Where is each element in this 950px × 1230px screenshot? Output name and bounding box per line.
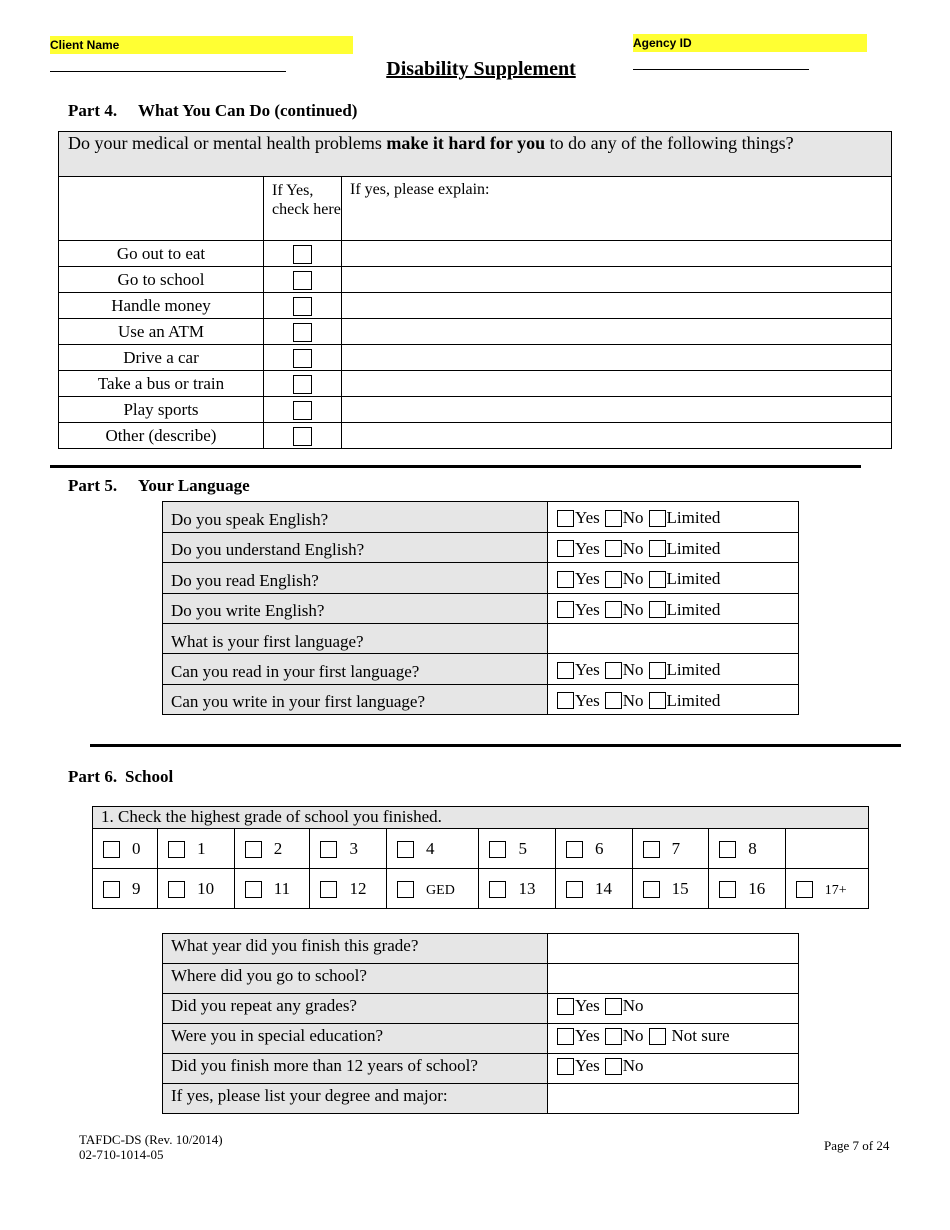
activity-label: Take a bus or train — [59, 371, 264, 397]
activity-label: Go out to eat — [59, 241, 264, 267]
explain-field[interactable] — [342, 319, 892, 345]
grade-checkbox[interactable] — [489, 841, 506, 858]
grade-label: 7 — [671, 838, 681, 858]
option-limited[interactable] — [649, 660, 721, 680]
part6-title: School — [125, 767, 174, 786]
grade-checkbox[interactable] — [796, 881, 813, 898]
grade-checkbox[interactable] — [643, 841, 660, 858]
option-yes[interactable] — [557, 660, 600, 680]
question-label: Where did you go to school? — [163, 964, 548, 994]
explain-col-header: If yes, please explain: — [342, 177, 892, 241]
option-yes[interactable] — [557, 569, 600, 589]
client-name-label: Client Name — [50, 38, 120, 52]
grade-cell[interactable] — [479, 869, 556, 909]
grade-cell[interactable] — [158, 869, 235, 909]
grade-label: 15 — [671, 878, 689, 898]
question-label: Did you repeat any grades? — [163, 994, 548, 1024]
question-label: Did you finish more than 12 years of school? — [163, 1054, 548, 1084]
option-label: Limited — [666, 538, 721, 558]
grade-cell[interactable] — [632, 869, 709, 909]
option-label: Yes — [575, 996, 600, 1015]
table-row — [163, 934, 799, 964]
option-no[interactable] — [605, 691, 644, 711]
option-yes[interactable] — [557, 539, 600, 559]
yes-checkbox[interactable] — [557, 510, 574, 527]
table-row — [59, 293, 892, 319]
yes-checkbox[interactable] — [557, 1028, 574, 1045]
limited-checkbox[interactable] — [649, 601, 666, 618]
option-yes[interactable] — [557, 1056, 600, 1076]
activity-checkbox[interactable] — [293, 323, 312, 342]
limited-checkbox[interactable] — [649, 540, 666, 557]
grade-checkbox[interactable] — [320, 881, 337, 898]
grade-cell[interactable] — [785, 869, 868, 909]
option-yes[interactable] — [557, 996, 600, 1016]
table-row — [59, 267, 892, 293]
table-row — [59, 423, 892, 449]
part4-question-post: to do any of the following things? — [545, 133, 794, 153]
grade-cell[interactable] — [387, 829, 479, 869]
grade-row — [93, 829, 869, 869]
part4-question-pre: Do your medical or mental health problems — [68, 133, 387, 153]
grade-cell[interactable] — [556, 829, 633, 869]
question-label: Can you write in your first language? — [163, 684, 548, 715]
table-row — [163, 593, 799, 624]
explain-field[interactable] — [342, 371, 892, 397]
activity-label: Go to school — [59, 267, 264, 293]
option-limited[interactable] — [649, 539, 721, 559]
limited-checkbox[interactable] — [649, 692, 666, 709]
option-label: Limited — [666, 690, 721, 710]
grade-checkbox[interactable] — [245, 841, 262, 858]
option-not-sure[interactable] — [649, 1026, 730, 1046]
part5-number: Part 5. — [68, 476, 118, 495]
grade-label: 11 — [273, 878, 291, 898]
explain-field[interactable] — [342, 345, 892, 371]
grade-checkbox[interactable] — [643, 881, 660, 898]
table-row — [163, 1024, 799, 1054]
option-label: No — [622, 1056, 644, 1075]
option-yes[interactable] — [557, 600, 600, 620]
grade-cell[interactable] — [709, 829, 786, 869]
table-row — [163, 532, 799, 563]
client-name-field[interactable] — [50, 36, 353, 54]
grade-checkbox[interactable] — [397, 881, 414, 898]
option-label: Yes — [575, 690, 600, 710]
yes-checkbox[interactable] — [557, 601, 574, 618]
part4-question — [59, 132, 892, 177]
table-row — [59, 319, 892, 345]
no-checkbox[interactable] — [605, 1028, 622, 1045]
limited-checkbox[interactable] — [649, 571, 666, 588]
option-limited[interactable] — [649, 691, 721, 711]
answer-cell[interactable] — [548, 624, 799, 654]
option-label: No — [622, 569, 644, 588]
check-cell — [264, 345, 342, 371]
option-no[interactable] — [605, 539, 644, 559]
grade-checkbox[interactable] — [168, 841, 185, 858]
check-cell — [264, 241, 342, 267]
grade-checkbox[interactable] — [320, 841, 337, 858]
check-cell — [264, 423, 342, 449]
option-label: No — [622, 996, 644, 1015]
grade-cell[interactable] — [387, 869, 479, 909]
option-label: No — [622, 508, 644, 527]
grade-label: 14 — [595, 878, 613, 898]
explain-field[interactable] — [342, 293, 892, 319]
grade-cell[interactable] — [310, 829, 387, 869]
question-label: Do you write English? — [163, 593, 548, 624]
grade-checkbox[interactable] — [103, 841, 120, 858]
limited-checkbox[interactable] — [649, 510, 666, 527]
check-cell — [264, 319, 342, 345]
school-table — [162, 933, 799, 1114]
check-cell — [264, 267, 342, 293]
grade-label: 9 — [132, 878, 141, 898]
grade-cell[interactable] — [632, 829, 709, 869]
table-row — [163, 654, 799, 685]
activity-checkbox[interactable] — [293, 375, 312, 394]
grade-label: 10 — [197, 878, 215, 898]
answer-cell — [548, 1054, 799, 1084]
page-number: Page 7 of 24 — [824, 1138, 890, 1153]
option-label: Yes — [575, 1056, 600, 1075]
activity-label: Handle money — [59, 293, 264, 319]
table-row — [163, 624, 799, 654]
part5-title: Your Language — [138, 476, 250, 495]
no-checkbox[interactable] — [605, 1058, 622, 1075]
check-cell — [264, 371, 342, 397]
option-limited[interactable] — [649, 569, 721, 589]
no-checkbox[interactable] — [605, 601, 622, 618]
grade-label: 13 — [518, 878, 536, 898]
table-row — [163, 964, 799, 994]
question-label: Do you speak English? — [163, 502, 548, 533]
page-title: Disability Supplement — [386, 58, 576, 80]
grade-prompt: 1. Check the highest grade of school you finished. — [93, 807, 869, 829]
divider — [90, 744, 901, 747]
no-checkbox[interactable] — [605, 510, 622, 527]
grade-checkbox[interactable] — [245, 881, 262, 898]
option-yes[interactable] — [557, 508, 600, 528]
explain-field[interactable] — [342, 241, 892, 267]
answer-cell — [548, 1024, 799, 1054]
option-label: Yes — [575, 508, 600, 527]
answer-cell — [548, 684, 799, 715]
answer-cell — [548, 563, 799, 594]
option-label: Yes — [575, 599, 600, 619]
footer-left — [79, 1132, 223, 1162]
activity-checkbox[interactable] — [293, 427, 312, 446]
check-cell — [264, 293, 342, 319]
part4-table — [58, 131, 892, 449]
table-row — [163, 994, 799, 1024]
option-label: Yes — [575, 538, 600, 558]
part5-table — [162, 501, 799, 715]
grade-cell[interactable] — [479, 829, 556, 869]
part6-heading — [68, 767, 173, 787]
option-label: Not sure — [671, 1026, 730, 1045]
activity-checkbox[interactable] — [293, 245, 312, 264]
grade-checkbox[interactable] — [168, 881, 185, 898]
question-label: Do you understand English? — [163, 532, 548, 563]
activity-checkbox[interactable] — [293, 297, 312, 316]
no-checkbox[interactable] — [605, 662, 622, 679]
grade-checkbox[interactable] — [566, 841, 583, 858]
part4-heading — [68, 101, 357, 121]
yes-checkbox[interactable] — [557, 540, 574, 557]
grade-checkbox[interactable] — [719, 841, 736, 858]
agency-id-label: Agency ID — [633, 36, 692, 50]
activity-label: Use an ATM — [59, 319, 264, 345]
option-label: Yes — [575, 660, 600, 679]
grade-label: 6 — [595, 838, 604, 858]
option-no[interactable] — [605, 508, 644, 528]
grade-checkbox[interactable] — [566, 881, 583, 898]
option-label: Limited — [666, 660, 721, 679]
no-checkbox[interactable] — [605, 540, 622, 557]
grade-cell[interactable] — [93, 829, 158, 869]
explain-field[interactable] — [342, 423, 892, 449]
option-label: Limited — [666, 569, 721, 588]
grade-label: 12 — [349, 878, 367, 898]
grade-label: 4 — [426, 838, 435, 858]
form-number: 02-710-1014-05 — [79, 1147, 164, 1162]
option-no[interactable] — [605, 1056, 644, 1076]
table-row — [163, 1054, 799, 1084]
option-no[interactable] — [605, 996, 644, 1016]
question-label: What is your first language? — [163, 624, 548, 654]
option-label: No — [622, 538, 644, 558]
grade-label: 16 — [748, 878, 766, 898]
grade-row — [93, 869, 869, 909]
no-checkbox[interactable] — [605, 998, 622, 1015]
question-label: If yes, please list your degree and major: — [163, 1084, 548, 1114]
grade-label: 3 — [349, 838, 358, 858]
grade-cell[interactable] — [310, 869, 387, 909]
question-label: Can you read in your first language? — [163, 654, 548, 685]
grade-label: GED — [426, 882, 455, 898]
explain-field[interactable] — [342, 267, 892, 293]
grade-checkbox[interactable] — [397, 841, 414, 858]
grade-cell[interactable] — [93, 869, 158, 909]
answer-cell — [548, 532, 799, 563]
activity-label: Other (describe) — [59, 423, 264, 449]
table-row — [163, 502, 799, 533]
option-no[interactable] — [605, 660, 644, 680]
option-no[interactable] — [605, 569, 644, 589]
table-row — [59, 371, 892, 397]
no-checkbox[interactable] — [605, 692, 622, 709]
answer-cell[interactable] — [548, 964, 799, 994]
activity-label: Drive a car — [59, 345, 264, 371]
table-row — [59, 345, 892, 371]
grade-checkbox[interactable] — [103, 881, 120, 898]
option-yes[interactable] — [557, 691, 600, 711]
grade-cell — [785, 829, 868, 869]
option-label: Limited — [666, 508, 721, 527]
grade-checkbox[interactable] — [719, 881, 736, 898]
grade-cell[interactable] — [556, 869, 633, 909]
part4-number: Part 4. — [68, 101, 118, 120]
answer-cell — [548, 654, 799, 685]
part4-title: What You Can Do (continued) — [138, 101, 358, 120]
option-no[interactable] — [605, 1026, 644, 1046]
form-id: TAFDC-DS (Rev. 10/2014) — [79, 1132, 223, 1147]
grade-label: 5 — [518, 838, 527, 858]
answer-cell — [548, 502, 799, 533]
option-label: No — [622, 1026, 644, 1045]
table-row — [59, 397, 892, 423]
check-cell — [264, 397, 342, 423]
part6-number: Part 6. — [68, 767, 118, 786]
yes-checkbox[interactable] — [557, 692, 574, 709]
table-row — [163, 684, 799, 715]
activity-col-header — [59, 177, 264, 241]
grade-checkbox[interactable] — [489, 881, 506, 898]
grade-label: 8 — [748, 838, 757, 858]
activity-checkbox[interactable] — [293, 401, 312, 420]
grade-cell[interactable] — [158, 829, 235, 869]
grade-cell[interactable] — [234, 869, 310, 909]
activity-label: Play sports — [59, 397, 264, 423]
grade-label: 0 — [132, 838, 141, 858]
option-yes[interactable] — [557, 1026, 600, 1046]
yes-checkbox[interactable] — [557, 662, 574, 679]
not-sure-checkbox[interactable] — [649, 1028, 666, 1045]
question-label: Were you in special education? — [163, 1024, 548, 1054]
option-label: No — [622, 599, 644, 619]
yes-checkbox[interactable] — [557, 998, 574, 1015]
option-limited[interactable] — [649, 600, 721, 620]
grade-label: 17+ — [824, 882, 847, 898]
activity-checkbox[interactable] — [293, 349, 312, 368]
question-label: Do you read English? — [163, 563, 548, 594]
explain-field[interactable] — [342, 397, 892, 423]
option-no[interactable] — [605, 600, 644, 620]
divider — [50, 465, 861, 468]
activity-checkbox[interactable] — [293, 271, 312, 290]
limited-checkbox[interactable] — [649, 662, 666, 679]
grade-cell[interactable] — [709, 869, 786, 909]
agency-id-field[interactable] — [633, 34, 867, 52]
no-checkbox[interactable] — [605, 571, 622, 588]
option-label: Yes — [575, 569, 600, 588]
answer-cell — [548, 994, 799, 1024]
option-label: Limited — [666, 599, 721, 619]
table-row — [163, 1084, 799, 1114]
part4-question-bold: make it hard for you — [386, 133, 546, 153]
option-limited[interactable] — [649, 508, 721, 528]
grade-label: 2 — [273, 838, 283, 858]
option-label: No — [622, 660, 644, 679]
check-col-header: If Yes, check here — [264, 177, 342, 241]
grade-table — [92, 806, 869, 909]
option-label: No — [622, 690, 644, 710]
table-row — [163, 563, 799, 594]
table-row — [59, 241, 892, 267]
yes-checkbox[interactable] — [557, 571, 574, 588]
answer-cell[interactable] — [548, 1084, 799, 1114]
answer-cell[interactable] — [548, 934, 799, 964]
grade-cell[interactable] — [234, 829, 310, 869]
grade-label: 1 — [197, 838, 206, 858]
question-label: What year did you finish this grade? — [163, 934, 548, 964]
yes-checkbox[interactable] — [557, 1058, 574, 1075]
option-label: Yes — [575, 1026, 600, 1045]
answer-cell — [548, 593, 799, 624]
part5-heading — [68, 476, 250, 496]
